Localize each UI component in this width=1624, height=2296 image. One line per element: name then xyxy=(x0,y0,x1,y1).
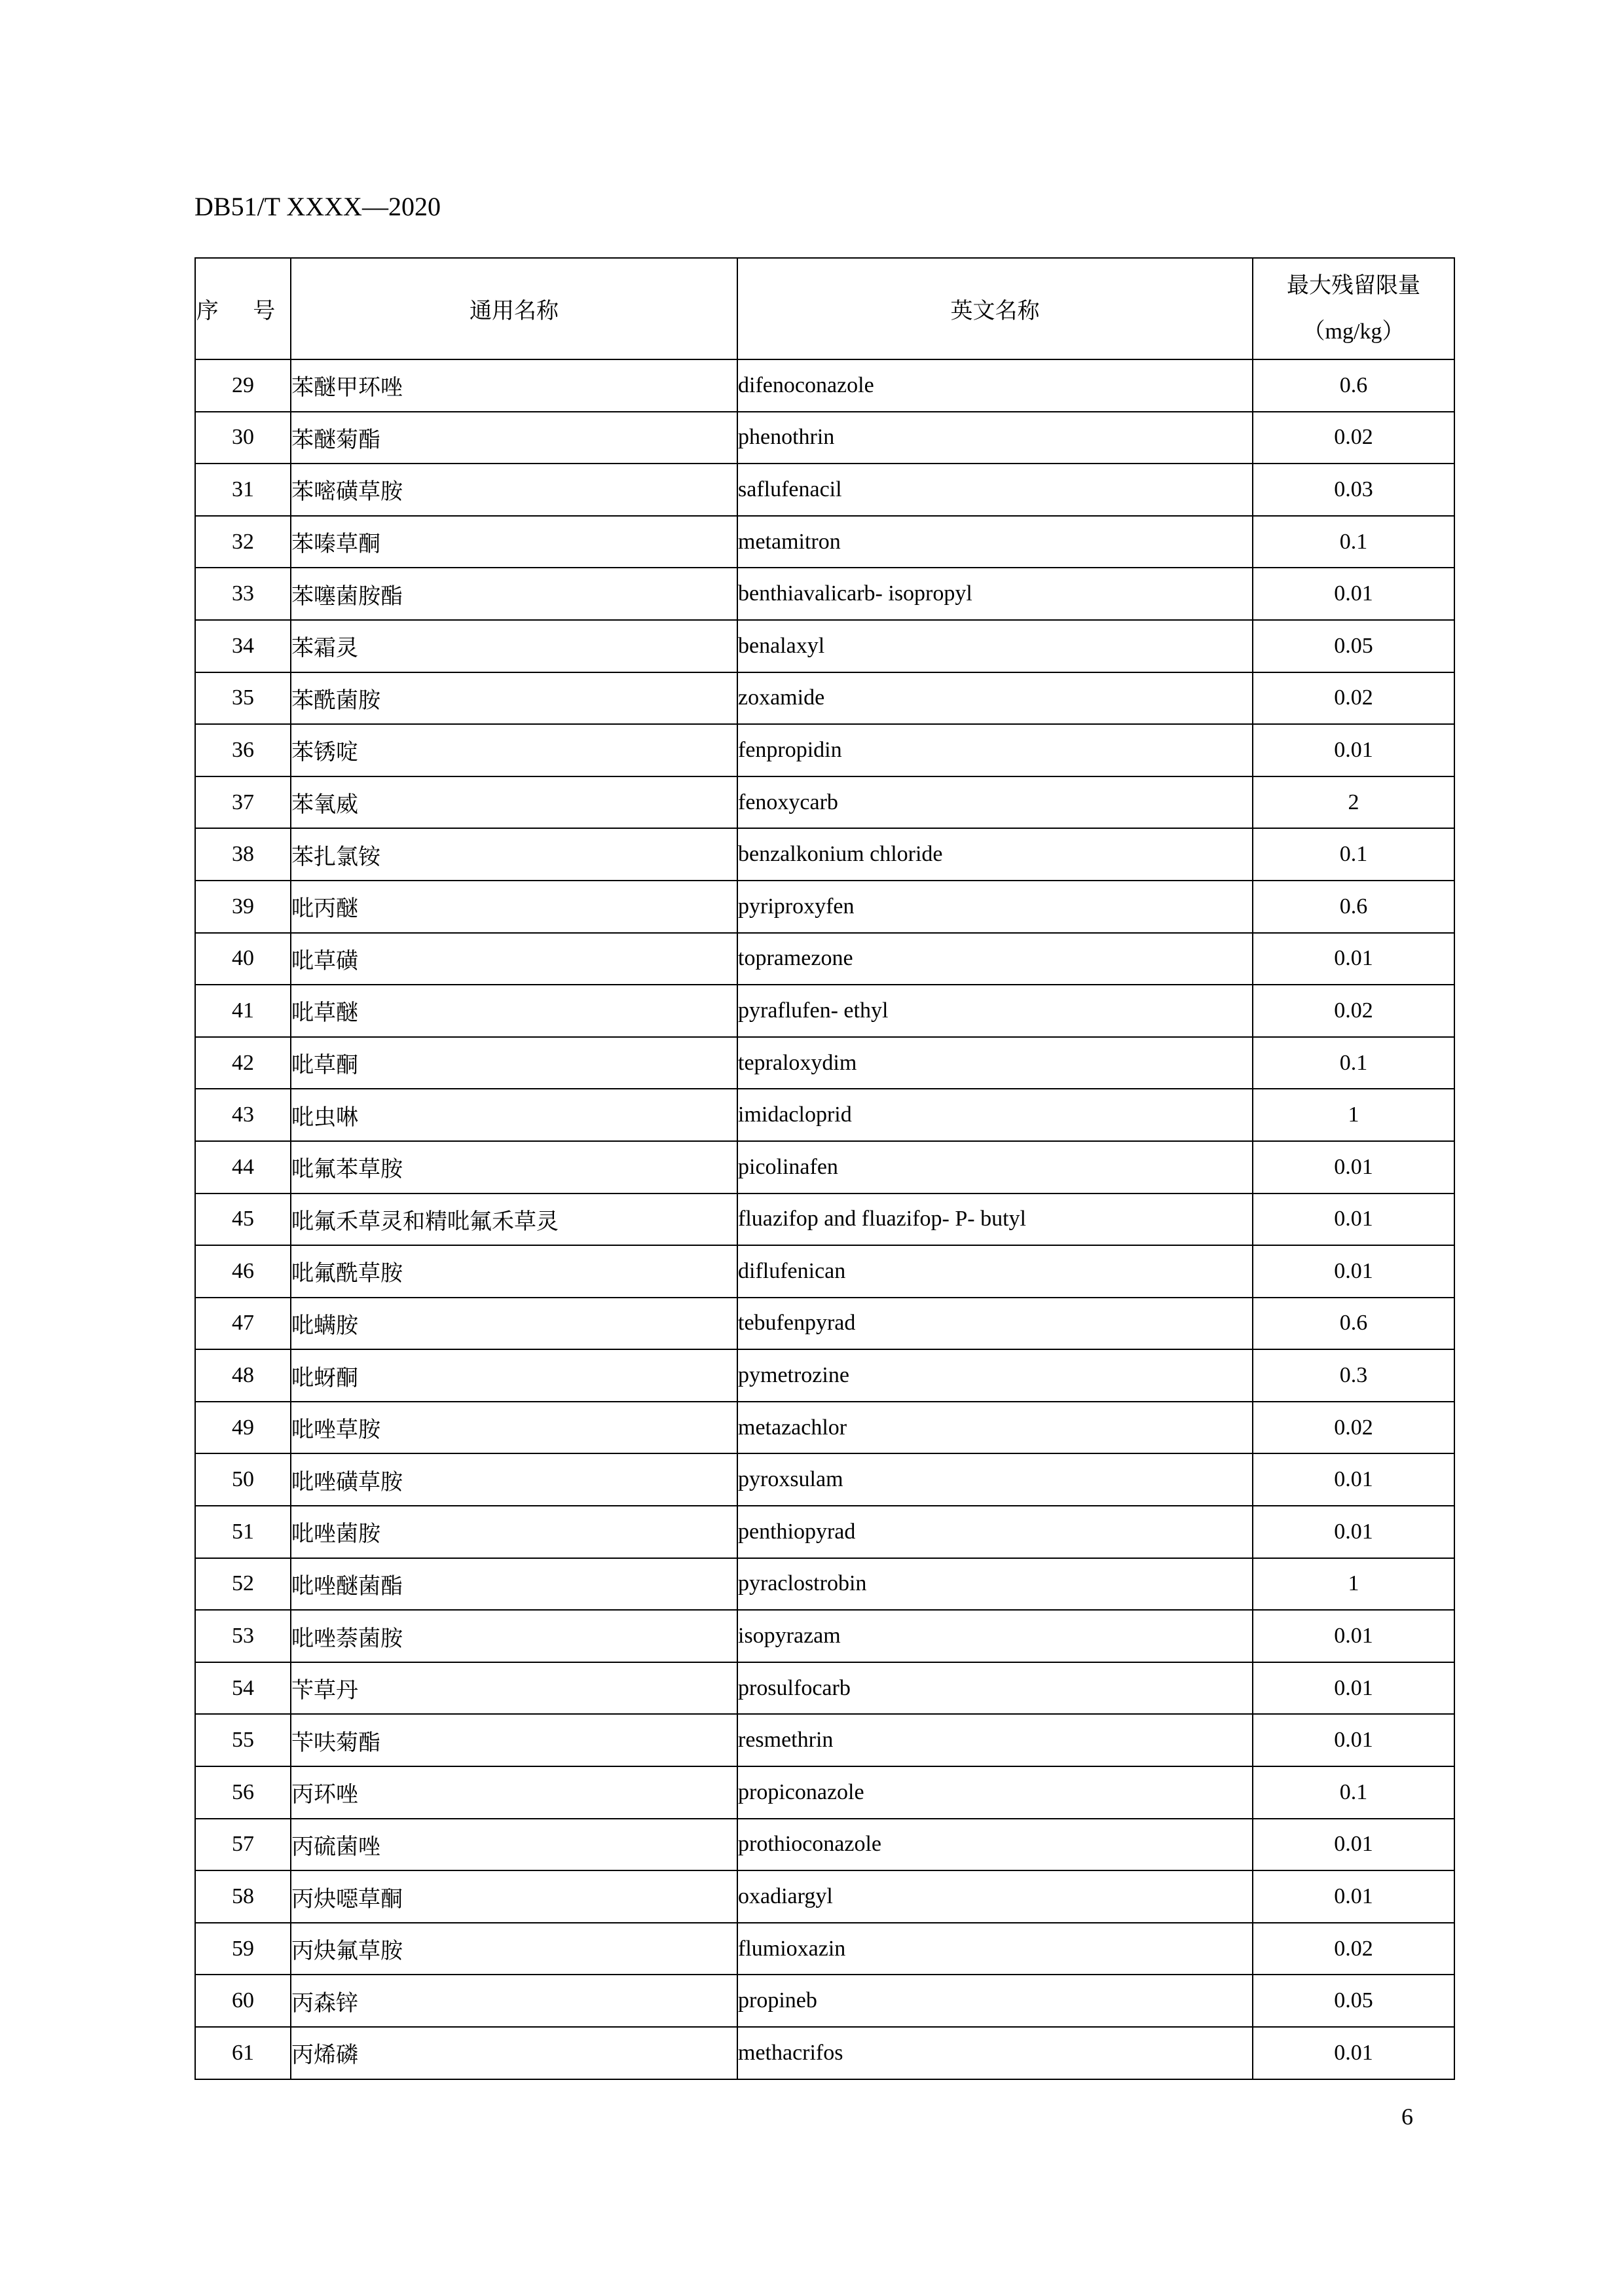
row-seq: 53 xyxy=(195,1610,291,1662)
row-english-name: fluazifop and fluazifop- P- butyl xyxy=(737,1194,1253,1246)
row-mrl-value: 0.01 xyxy=(1253,724,1454,776)
row-english-name: pyriproxyfen xyxy=(737,881,1253,933)
row-common-name: 丙炔氟草胺 xyxy=(291,1923,737,1975)
table-row xyxy=(195,672,1454,725)
header-mrl-title: 最大残留限量 xyxy=(1287,273,1420,298)
row-english-name: fenpropidin xyxy=(737,724,1253,776)
row-mrl-value: 0.01 xyxy=(1253,1610,1454,1662)
row-mrl-value: 0.6 xyxy=(1253,359,1454,412)
row-mrl-value: 0.01 xyxy=(1253,568,1454,620)
table-row xyxy=(195,568,1454,620)
row-seq: 61 xyxy=(195,2027,291,2079)
row-common-name: 吡唑醚菌酯 xyxy=(291,1558,737,1611)
row-seq: 35 xyxy=(195,672,291,725)
table-row xyxy=(195,1714,1454,1766)
row-common-name: 丙炔噁草酮 xyxy=(291,1870,737,1923)
row-english-name: benthiavalicarb- isopropyl xyxy=(737,568,1253,620)
row-common-name: 吡虫啉 xyxy=(291,1089,737,1141)
table-row xyxy=(195,516,1454,568)
row-english-name: methacrifos xyxy=(737,2027,1253,2079)
row-common-name: 丙环唑 xyxy=(291,1766,737,1819)
row-common-name: 苄草丹 xyxy=(291,1662,737,1715)
row-english-name: metamitron xyxy=(737,516,1253,568)
row-english-name: pymetrozine xyxy=(737,1349,1253,1402)
header-common-name: 通用名称 xyxy=(291,258,737,359)
row-seq: 42 xyxy=(195,1037,291,1089)
row-english-name: imidacloprid xyxy=(737,1089,1253,1141)
row-seq: 43 xyxy=(195,1089,291,1141)
row-mrl-value: 0.03 xyxy=(1253,464,1454,516)
row-mrl-value: 0.02 xyxy=(1253,985,1454,1037)
row-mrl-value: 0.3 xyxy=(1253,1349,1454,1402)
row-common-name: 吡螨胺 xyxy=(291,1298,737,1350)
row-mrl-value: 0.05 xyxy=(1253,620,1454,672)
row-common-name: 苯氧威 xyxy=(291,776,737,829)
row-seq: 55 xyxy=(195,1714,291,1766)
row-english-name: pyraflufen- ethyl xyxy=(737,985,1253,1037)
row-english-name: difenoconazole xyxy=(737,359,1253,412)
table-row xyxy=(195,1975,1454,2027)
row-mrl-value: 0.1 xyxy=(1253,516,1454,568)
row-common-name: 苯扎氯铵 xyxy=(291,828,737,881)
row-english-name: pyroxsulam xyxy=(737,1453,1253,1506)
page-number: 6 xyxy=(1401,2104,1413,2130)
table-row xyxy=(195,1141,1454,1194)
row-mrl-value: 0.6 xyxy=(1253,881,1454,933)
row-common-name: 吡丙醚 xyxy=(291,881,737,933)
table-row xyxy=(195,412,1454,464)
row-mrl-value: 0.02 xyxy=(1253,1402,1454,1454)
row-english-name: saflufenacil xyxy=(737,464,1253,516)
table-row xyxy=(195,1453,1454,1506)
row-mrl-value: 0.01 xyxy=(1253,1819,1454,1871)
row-mrl-value: 0.01 xyxy=(1253,933,1454,985)
table-row xyxy=(195,620,1454,672)
row-common-name: 吡氟苯草胺 xyxy=(291,1141,737,1194)
row-english-name: topramezone xyxy=(737,933,1253,985)
row-english-name: fenoxycarb xyxy=(737,776,1253,829)
row-common-name: 吡唑草胺 xyxy=(291,1402,737,1454)
row-common-name: 苯醚甲环唑 xyxy=(291,359,737,412)
header-english-name: 英文名称 xyxy=(737,258,1253,359)
table-row xyxy=(195,985,1454,1037)
row-seq: 44 xyxy=(195,1141,291,1194)
table-row xyxy=(195,1298,1454,1350)
row-mrl-value: 1 xyxy=(1253,1558,1454,1611)
row-seq: 41 xyxy=(195,985,291,1037)
row-seq: 33 xyxy=(195,568,291,620)
row-common-name: 吡草酮 xyxy=(291,1037,737,1089)
row-english-name: prothioconazole xyxy=(737,1819,1253,1871)
row-seq: 57 xyxy=(195,1819,291,1871)
row-common-name: 苯嘧磺草胺 xyxy=(291,464,737,516)
row-english-name: benalaxyl xyxy=(737,620,1253,672)
row-seq: 37 xyxy=(195,776,291,829)
table-row xyxy=(195,828,1454,881)
table-row xyxy=(195,1037,1454,1089)
table-row xyxy=(195,1349,1454,1402)
row-seq: 29 xyxy=(195,359,291,412)
row-mrl-value: 0.02 xyxy=(1253,412,1454,464)
row-seq: 32 xyxy=(195,516,291,568)
table-row xyxy=(195,1402,1454,1454)
row-mrl-value: 0.01 xyxy=(1253,1245,1454,1298)
row-mrl-value: 2 xyxy=(1253,776,1454,829)
row-mrl-value: 0.1 xyxy=(1253,1037,1454,1089)
row-seq: 34 xyxy=(195,620,291,672)
table-row xyxy=(195,1506,1454,1558)
table-row xyxy=(195,1819,1454,1871)
row-seq: 45 xyxy=(195,1194,291,1246)
row-mrl-value: 0.01 xyxy=(1253,1714,1454,1766)
row-common-name: 苯酰菌胺 xyxy=(291,672,737,725)
row-seq: 51 xyxy=(195,1506,291,1558)
table-header-row xyxy=(195,258,1454,359)
row-english-name: picolinafen xyxy=(737,1141,1253,1194)
row-mrl-value: 1 xyxy=(1253,1089,1454,1141)
row-english-name: phenothrin xyxy=(737,412,1253,464)
table-row xyxy=(195,1923,1454,1975)
table-row xyxy=(195,2027,1454,2079)
row-mrl-value: 0.01 xyxy=(1253,1194,1454,1246)
row-english-name: prosulfocarb xyxy=(737,1662,1253,1715)
row-seq: 46 xyxy=(195,1245,291,1298)
row-mrl-value: 0.01 xyxy=(1253,2027,1454,2079)
row-seq: 54 xyxy=(195,1662,291,1715)
row-seq: 48 xyxy=(195,1349,291,1402)
table-row xyxy=(195,881,1454,933)
row-mrl-value: 0.01 xyxy=(1253,1870,1454,1923)
row-seq: 59 xyxy=(195,1923,291,1975)
table-row xyxy=(195,724,1454,776)
header-seq-label: 序 号 xyxy=(196,299,290,323)
row-english-name: zoxamide xyxy=(737,672,1253,725)
row-seq: 47 xyxy=(195,1298,291,1350)
row-english-name: isopyrazam xyxy=(737,1610,1253,1662)
row-mrl-value: 0.05 xyxy=(1253,1975,1454,2027)
row-common-name: 苯醚菊酯 xyxy=(291,412,737,464)
table-row xyxy=(195,933,1454,985)
row-mrl-value: 0.01 xyxy=(1253,1141,1454,1194)
row-common-name: 苯锈啶 xyxy=(291,724,737,776)
row-seq: 30 xyxy=(195,412,291,464)
pesticide-mrl-table xyxy=(194,257,1455,2080)
row-common-name: 吡草磺 xyxy=(291,933,737,985)
row-seq: 31 xyxy=(195,464,291,516)
row-common-name: 吡草醚 xyxy=(291,985,737,1037)
header-mrl xyxy=(1253,258,1454,359)
table-row xyxy=(195,1558,1454,1611)
row-seq: 49 xyxy=(195,1402,291,1454)
row-common-name: 吡氟酰草胺 xyxy=(291,1245,737,1298)
row-common-name: 丙烯磷 xyxy=(291,2027,737,2079)
row-common-name: 苄呋菊酯 xyxy=(291,1714,737,1766)
table-row xyxy=(195,464,1454,516)
table-row xyxy=(195,1089,1454,1141)
table-row xyxy=(195,776,1454,829)
row-seq: 40 xyxy=(195,933,291,985)
row-english-name: resmethrin xyxy=(737,1714,1253,1766)
row-common-name: 吡氟禾草灵和精吡氟禾草灵 xyxy=(291,1194,737,1246)
row-mrl-value: 0.6 xyxy=(1253,1298,1454,1350)
row-seq: 52 xyxy=(195,1558,291,1611)
row-mrl-value: 0.02 xyxy=(1253,1923,1454,1975)
row-common-name: 丙森锌 xyxy=(291,1975,737,2027)
row-english-name: tepraloxydim xyxy=(737,1037,1253,1089)
row-common-name: 苯嗪草酮 xyxy=(291,516,737,568)
row-mrl-value: 0.01 xyxy=(1253,1506,1454,1558)
row-common-name: 吡唑菌胺 xyxy=(291,1506,737,1558)
row-english-name: metazachlor xyxy=(737,1402,1253,1454)
table-row xyxy=(195,1662,1454,1715)
row-mrl-value: 0.01 xyxy=(1253,1453,1454,1506)
row-english-name: tebufenpyrad xyxy=(737,1298,1253,1350)
table-row xyxy=(195,1245,1454,1298)
row-mrl-value: 0.02 xyxy=(1253,672,1454,725)
table-row xyxy=(195,1870,1454,1923)
row-mrl-value: 0.1 xyxy=(1253,1766,1454,1819)
header-mrl-unit: （mg/kg） xyxy=(1302,319,1405,344)
row-english-name: flumioxazin xyxy=(737,1923,1253,1975)
row-english-name: pyraclostrobin xyxy=(737,1558,1253,1611)
row-common-name: 吡唑萘菌胺 xyxy=(291,1610,737,1662)
row-english-name: propiconazole xyxy=(737,1766,1253,1819)
row-seq: 56 xyxy=(195,1766,291,1819)
row-common-name: 丙硫菌唑 xyxy=(291,1819,737,1871)
row-seq: 50 xyxy=(195,1453,291,1506)
row-common-name: 吡蚜酮 xyxy=(291,1349,737,1402)
row-english-name: oxadiargyl xyxy=(737,1870,1253,1923)
row-mrl-value: 0.01 xyxy=(1253,1662,1454,1715)
table-row xyxy=(195,1194,1454,1246)
row-english-name: diflufenican xyxy=(737,1245,1253,1298)
table-row xyxy=(195,359,1454,412)
row-seq: 38 xyxy=(195,828,291,881)
row-common-name: 吡唑磺草胺 xyxy=(291,1453,737,1506)
row-english-name: penthiopyrad xyxy=(737,1506,1253,1558)
row-common-name: 苯噻菌胺酯 xyxy=(291,568,737,620)
row-mrl-value: 0.1 xyxy=(1253,828,1454,881)
table-row xyxy=(195,1766,1454,1819)
row-common-name: 苯霜灵 xyxy=(291,620,737,672)
table-row xyxy=(195,1610,1454,1662)
row-english-name: benzalkonium chloride xyxy=(737,828,1253,881)
row-seq: 36 xyxy=(195,724,291,776)
document-code: DB51/T XXXX—2020 xyxy=(194,192,441,221)
row-english-name: propineb xyxy=(737,1975,1253,2027)
row-seq: 60 xyxy=(195,1975,291,2027)
header-seq xyxy=(195,258,291,359)
row-seq: 58 xyxy=(195,1870,291,1923)
row-seq: 39 xyxy=(195,881,291,933)
